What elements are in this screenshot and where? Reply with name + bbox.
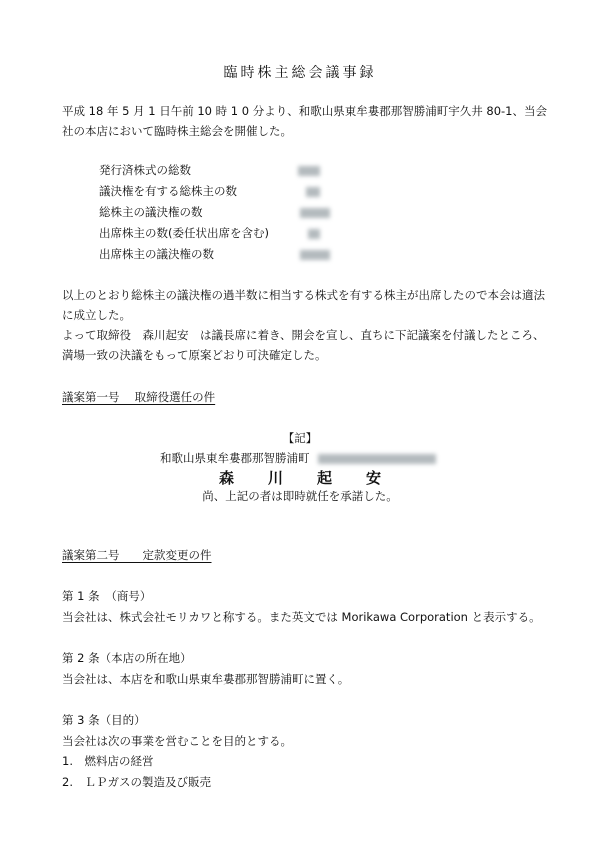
purpose-item: 1. 燃料店の経営 (62, 754, 154, 768)
redacted-value (298, 166, 320, 176)
share-item-label: 議決権を有する総株主の数 (99, 184, 237, 198)
redacted-address (318, 454, 436, 464)
share-item-label: 出席株主の数(委任状出席を含む) (99, 226, 269, 240)
quorum-paragraph: 以上のとおり総株主の議決権の過半数に相当する株式を有する株主が出席したので本会は適法に成立した。 (62, 288, 545, 322)
address-prefix: 和歌山県東牟婁郡那智勝浦町 (160, 451, 310, 465)
director-name: 森川起安 (218, 469, 415, 487)
acceptance-note: 尚、上記の者は即時就任を承諾した。 (202, 489, 398, 503)
purpose-item: 2. ＬＰガスの製造及び販売 (62, 775, 211, 789)
article3-text: 当会社は次の事業を営むことを目的とする。 (62, 734, 292, 748)
article2-text: 当会社は、本店を和歌山県東牟婁郡那智勝浦町に置く。 (62, 672, 350, 686)
article2-heading: 第 2 条（本店の所在地） (62, 651, 192, 665)
redacted-value (308, 229, 320, 239)
proceedings-paragraph: よって取締役 森川起安 は議長席に着き、開会を宣し、直ちに下記議案を付議したところ、満場一致の決議をもって原案どおり可決確定した。 (62, 328, 545, 362)
share-item-label: 総株主の議決権の数 (99, 205, 203, 219)
director-address (160, 450, 310, 466)
agenda1-heading: 議案第一号 取締役選任の件 (62, 390, 216, 404)
intro-paragraph: 平成 18 年 5 月 1 日午前 10 時 1 0 分より、和歌山県東牟婁郡那智勝浦町宇久井 80-1、当会社の本店において臨時株主総会を開催した。 (62, 104, 547, 138)
redacted-value (300, 250, 330, 260)
redacted-value (306, 187, 320, 197)
article1-text: 当会社は、株式会社モリカワと称する。また英文では Morikawa Corporation と表示する。 (62, 610, 541, 624)
article1-heading: 第 1 条 （商号） (62, 589, 152, 603)
redacted-value (300, 208, 330, 218)
share-item-label: 発行済株式の総数 (99, 163, 191, 177)
share-item-label: 出席株主の議決権の数 (99, 247, 214, 261)
agenda2-heading: 議案第二号 定款変更の件 (62, 548, 212, 562)
article3-heading: 第 3 条（目的） (62, 713, 146, 727)
document-title: 臨時株主総会議事録 (223, 65, 377, 81)
record-label: 【記】 (282, 431, 318, 445)
